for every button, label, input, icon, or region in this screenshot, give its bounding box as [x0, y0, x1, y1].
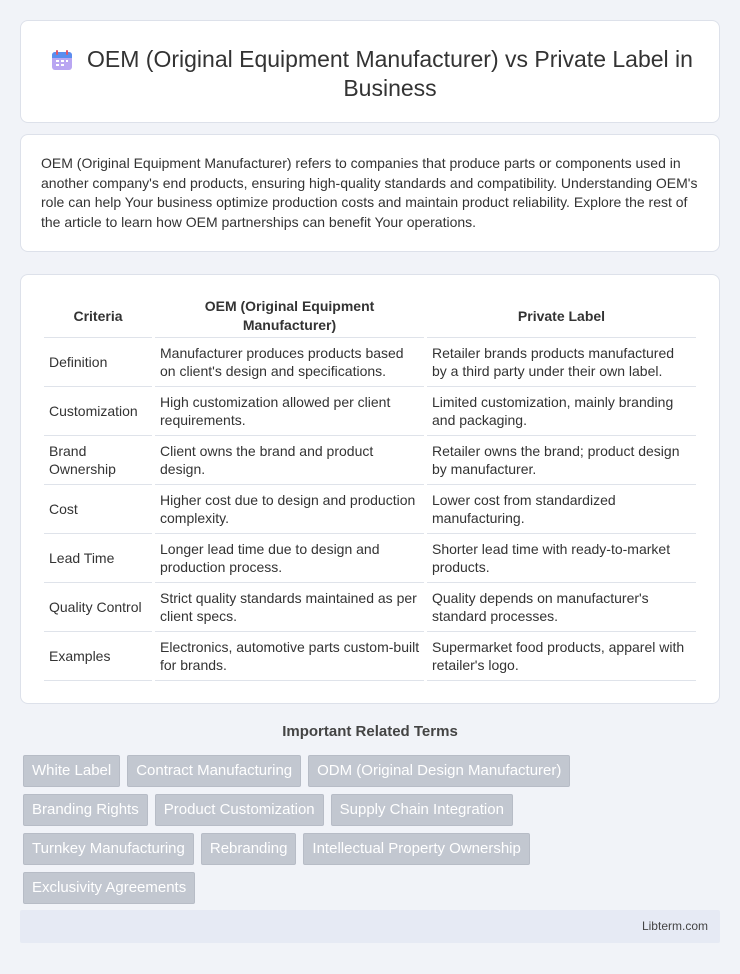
private-label-cell: Shorter lead time with ready-to-market products.: [427, 534, 696, 583]
related-terms-list: [23, 755, 723, 911]
table-row: [44, 583, 696, 632]
table-row: [44, 387, 696, 436]
page-title: OEM (Original Equipment Manufacturer) vs Private Label in Business: [87, 46, 693, 101]
private-label-cell: Lower cost from standardized manufacturing.: [427, 485, 696, 534]
related-terms-heading: Important Related Terms: [282, 723, 458, 740]
related-term-tag[interactable]: Supply Chain Integration: [331, 794, 513, 826]
criteria-cell: Cost: [44, 485, 152, 534]
table-header-row: [44, 295, 696, 338]
related-term-tag[interactable]: ODM (Original Design Manufacturer): [308, 755, 570, 787]
title-card: [20, 20, 720, 123]
criteria-cell: Brand Ownership: [44, 436, 152, 485]
related-term-tag[interactable]: Rebranding: [201, 833, 297, 865]
oem-cell: High customization allowed per client requirements.: [155, 387, 424, 436]
table-row: [44, 632, 696, 681]
criteria-cell: Examples: [44, 632, 152, 681]
footer-bar: [20, 910, 720, 943]
related-term-tag[interactable]: Intellectual Property Ownership: [303, 833, 529, 865]
table-row: [44, 436, 696, 485]
comparison-table: [41, 295, 699, 681]
table-row: [44, 534, 696, 583]
private-label-cell: Quality depends on manufacturer's standard processes.: [427, 583, 696, 632]
oem-cell: Strict quality standards maintained as per client specs.: [155, 583, 424, 632]
criteria-cell: Definition: [44, 338, 152, 387]
header-private-label: Private Label: [427, 295, 696, 338]
private-label-cell: Retailer owns the brand; product design by manufacturer.: [427, 436, 696, 485]
private-label-cell: Limited customization, mainly branding and packaging.: [427, 387, 696, 436]
private-label-cell: Retailer brands products manufactured by a third party under their own label.: [427, 338, 696, 387]
related-term-tag[interactable]: Branding Rights: [23, 794, 148, 826]
related-term-tag[interactable]: Product Customization: [155, 794, 324, 826]
private-label-cell: Supermarket food products, apparel with retailer's logo.: [427, 632, 696, 681]
related-term-tag[interactable]: Contract Manufacturing: [127, 755, 301, 787]
criteria-cell: Customization: [44, 387, 152, 436]
related-term-tag[interactable]: Turnkey Manufacturing: [23, 833, 194, 865]
criteria-cell: Quality Control: [44, 583, 152, 632]
footer-site-link[interactable]: Libterm.com: [641, 919, 708, 933]
table-row: [44, 485, 696, 534]
header-criteria: Criteria: [44, 295, 152, 338]
criteria-cell: Lead Time: [44, 534, 152, 583]
related-term-tag[interactable]: White Label: [23, 755, 120, 787]
intro-paragraph: OEM (Original Equipment Manufacturer) refers to companies that produce parts or components used in another company's end products, ensuring high-quality standards and compatibility. Understanding OEM's role can help Your business optimize production costs and maintain product reliability. Explore the rest of the article to learn how OEM partnerships can benefit Your operations.: [41, 155, 698, 230]
oem-cell: Client owns the brand and product design.: [155, 436, 424, 485]
header-oem: OEM (Original Equipment Manufacturer): [155, 295, 424, 338]
oem-cell: Longer lead time due to design and production process.: [155, 534, 424, 583]
oem-cell: Higher cost due to design and production complexity.: [155, 485, 424, 534]
oem-cell: Manufacturer produces products based on client's design and specifications.: [155, 338, 424, 387]
intro-card: [20, 134, 720, 252]
related-term-tag[interactable]: Exclusivity Agreements: [23, 872, 195, 904]
comparison-table-card: [20, 274, 720, 704]
table-row: [44, 338, 696, 387]
oem-cell: Electronics, automotive parts custom-built for brands.: [155, 632, 424, 681]
